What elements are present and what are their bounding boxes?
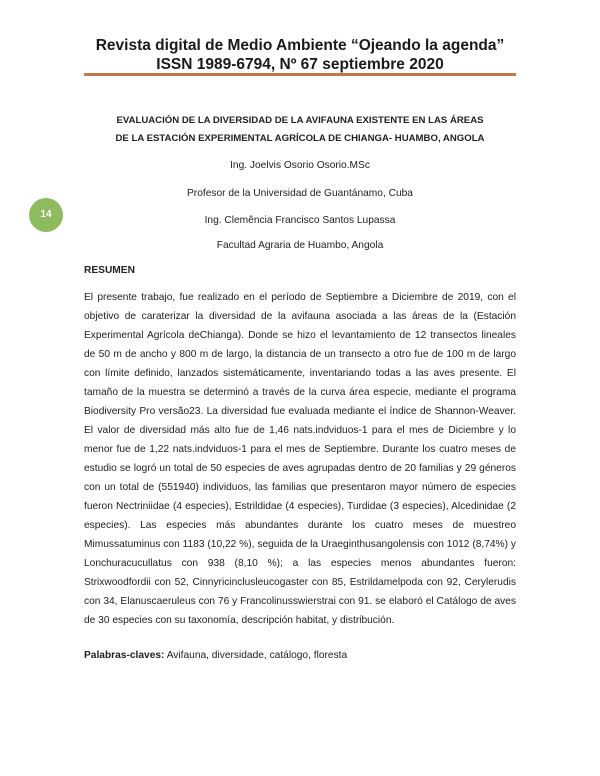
keywords-label: Palabras-claves: xyxy=(84,650,165,661)
author-2: Ing. Clemência Francisco Santos Lupassa xyxy=(204,215,396,226)
journal-header xyxy=(0,36,600,74)
article-title xyxy=(84,112,516,148)
affiliation-1: Profesor de la Universidad de Guantánamo, Cuba xyxy=(187,188,413,199)
affiliation-2: Facultad Agraria de Huambo, Angola xyxy=(216,240,384,251)
keywords-text: Avifauna, diversidade, catálogo, floresta xyxy=(164,650,348,661)
article-title-line1: EVALUACIÓN DE LA DIVERSIDAD DE LA AVIFAUNA EXISTENTE EN LAS ÁREAS xyxy=(116,115,484,126)
journal-title: Revista digital de Medio Ambiente “Ojeando la agenda” xyxy=(95,37,505,54)
author-1: Ing. Joelvis Osorio Osorio.MSc xyxy=(230,160,370,171)
abstract-body: El presente trabajo, fue realizado en el período de Septiembre a Diciembre de 2019, con el objetivo de caraterizar la diversidad de la avifauna asociada a las áreas de la (Estación Experimental Agrícola deChianga). Donde se hizo el levantamiento de 12 transectos lineales de 50 m de ancho y 800 m de largo, la distancia de un transecto a otro fue de 100 m de largo con límite definido, lanzados sistemáticamente, inventariando todas a las aves presente. El tamaño de la muestra se determinó a través de la curva área especie, mediante el programa Biodiversity Pro versão23. La diversidad fue evaluada mediante el índice de Shannon-Weaver. El valor de diversidad más alto fue de 1,46 nats.indviduos-1 para el mes de Diciembre y lo menor fue de 1,22 nats.indviduos-1 para el mes de Septiembre. Durante los cuatro meses de estudio se logró un total de 50 especies de aves agrupadas dentro de 20 familias y 29 géneros con un total de (551940) individuos, las familias que presentaron mayor número de especies fueron Nectriniidae (4 especies), Estrildidae (4 especies), Turdidae (3 especies), Alcedinidae (2 especies). Las especies más abundantes durante los cuatro meses de muestreo Mimussatuminus con 1183 (10,22 %), seguida de la Uraeginthusangolensis con 1012 (8,74%) y Lonchuracucullatus con 938 (8,10 %); a las especies menos abundantes fueron: Strixwoodfordii con 52, Cinnyricinclusleucogaster con 85, Estrildamelpoda con 92, Cerylerudis con 34, Elanuscaeruleus con 76 y Francolinusswierstrai con 91. se elaboró el Catálogo de aves de 30 especies con su taxonomía, descripción habitat, y distribución. xyxy=(84,292,516,626)
section-heading-resumen: RESUMEN xyxy=(84,265,135,276)
journal-issn: ISSN 1989-6794, Nº 67 septiembre 2020 xyxy=(156,56,444,73)
page-number-badge: 14 xyxy=(29,198,63,232)
keywords-line xyxy=(84,650,516,661)
header-divider xyxy=(84,73,516,76)
article-title-line2: DE LA ESTACIÓN EXPERIMENTAL AGRÍCOLA DE CHIANGA- HUAMBO, ANGOLA xyxy=(115,133,485,144)
